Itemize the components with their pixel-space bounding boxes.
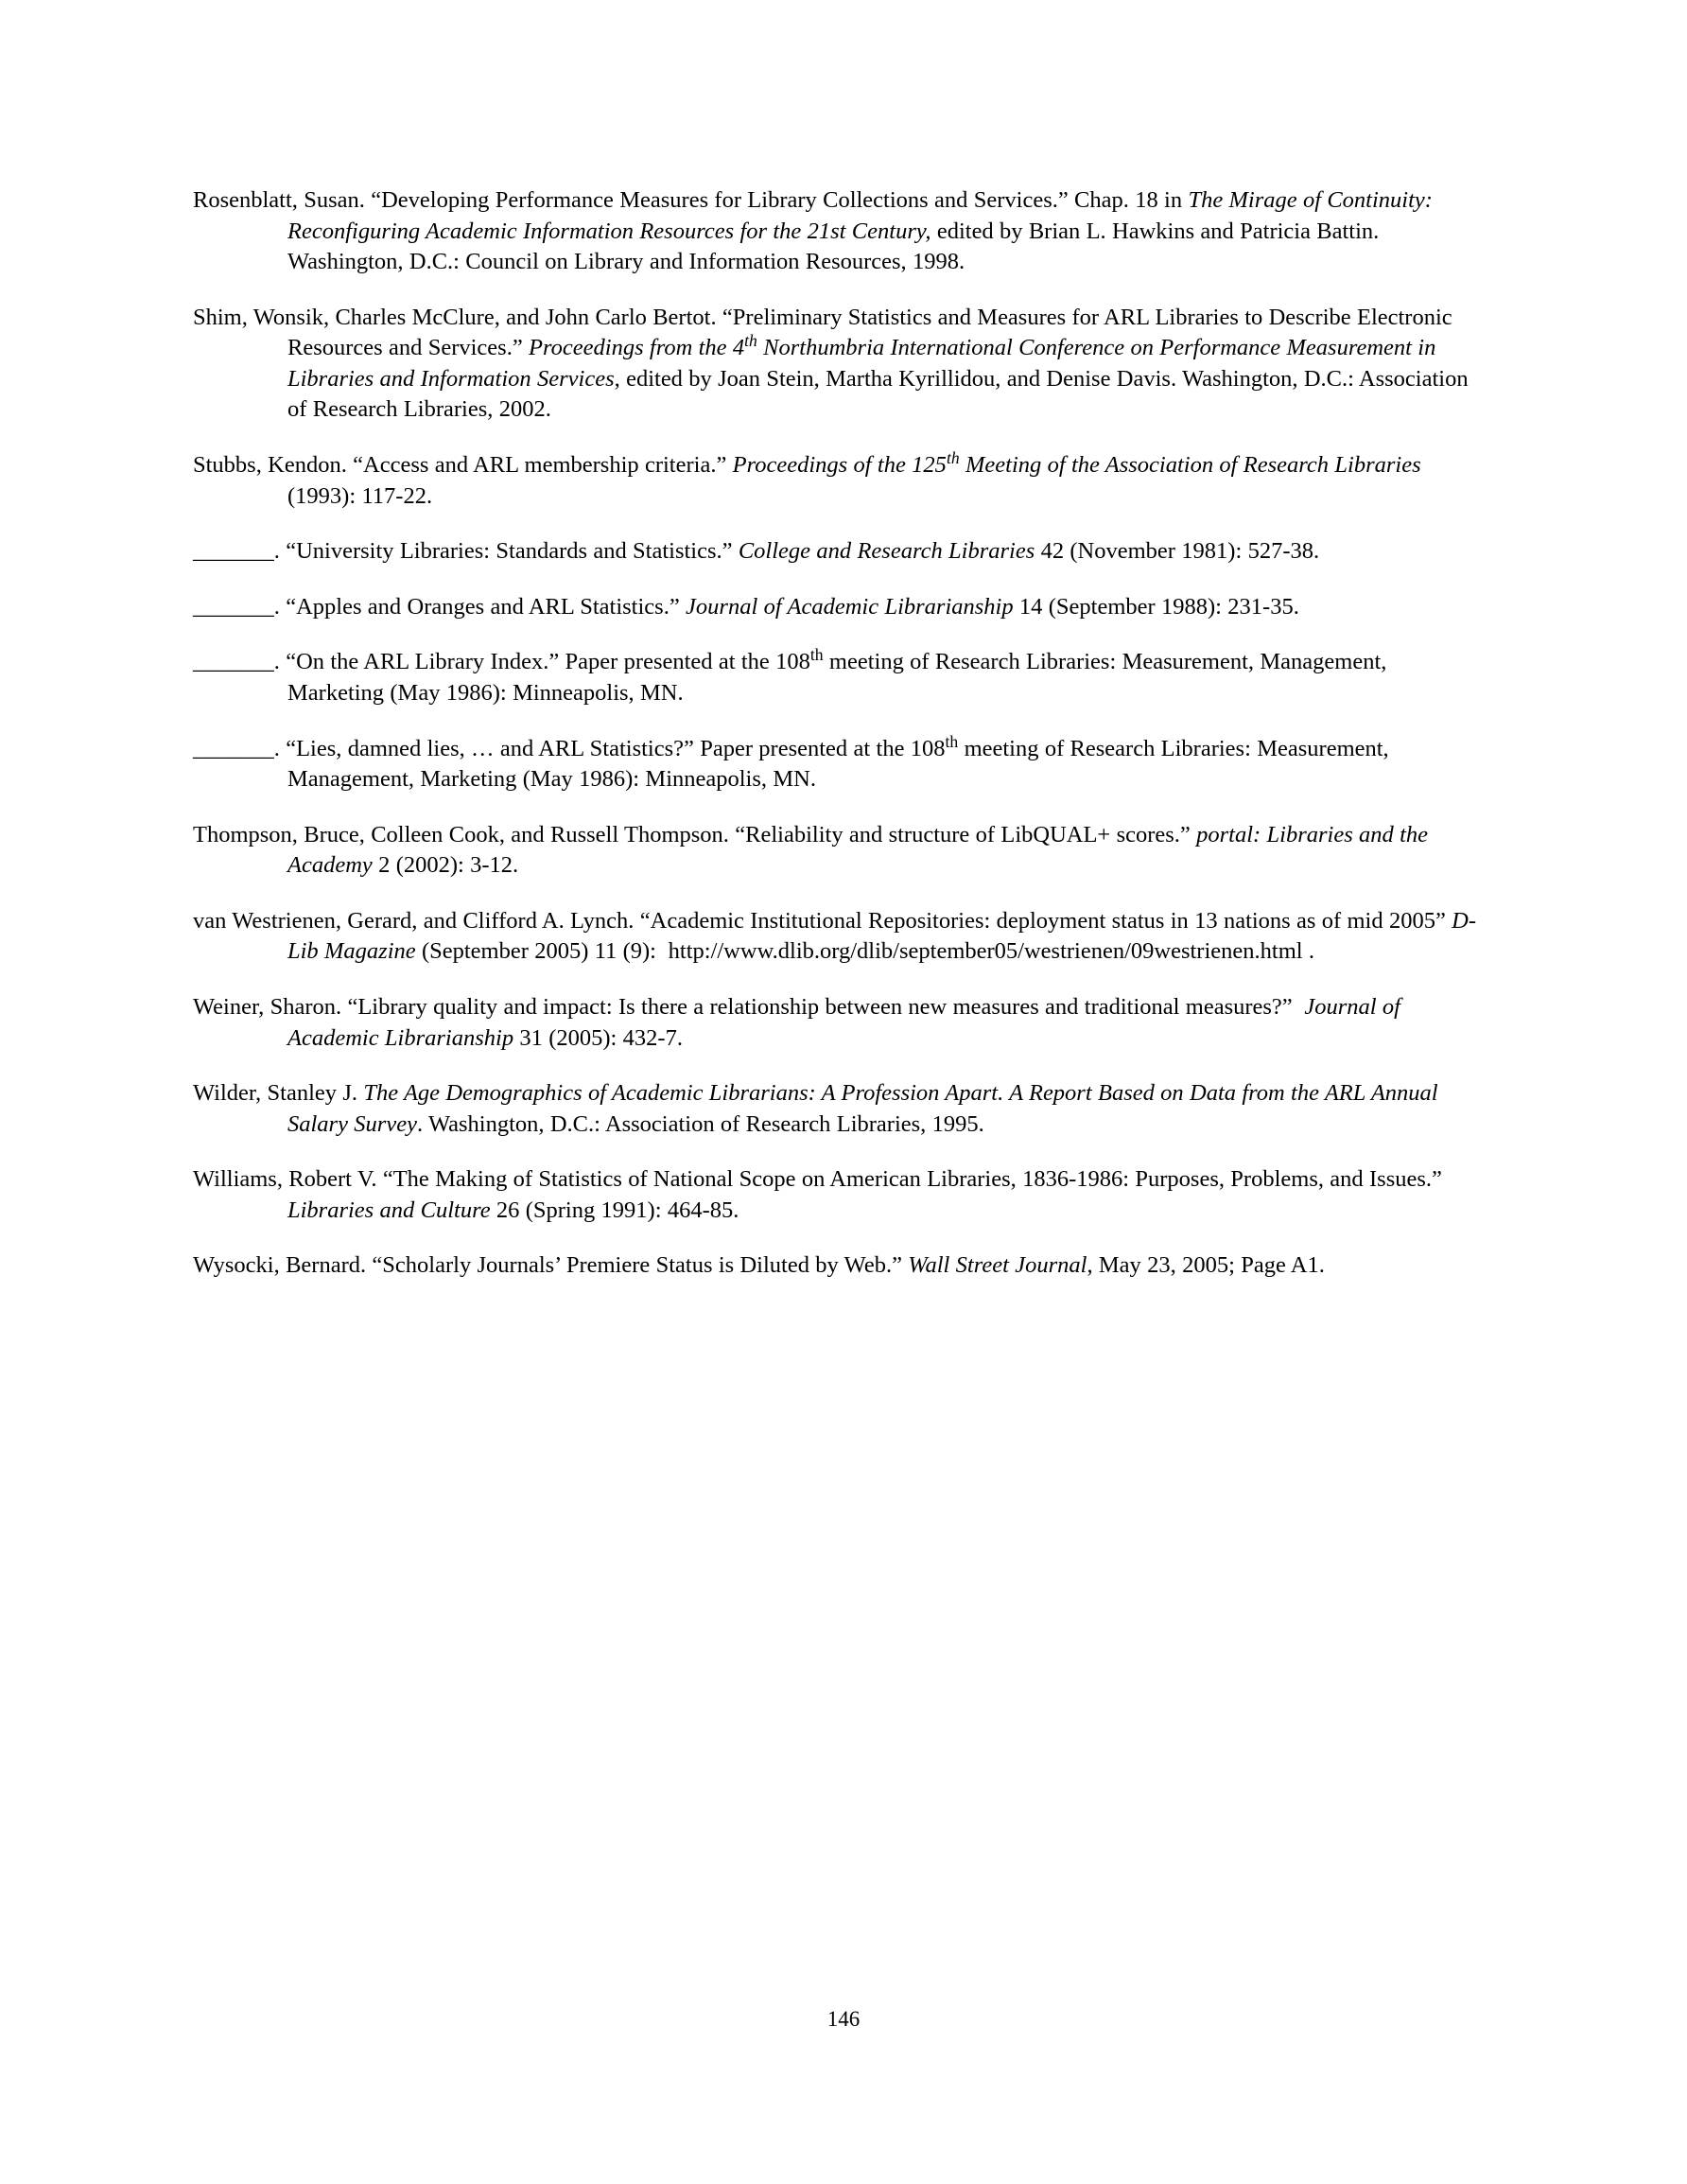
bibliography-entry: Thompson, Bruce, Colleen Cook, and Russell Thompson. “Reliability and structure of LibQUAL+ scores.” portal: Libraries and the Academy 2 (2002): 3-12.	[193, 821, 1429, 879]
bibliography-entry: van Westrienen, Gerard, and Clifford A. Lynch. “Academic Institutional Repositories: deployment status in 13 nations as of mid 2005” D-Lib Magazine (September 2005) 11 (9): http://www.dlib.org/dlib/september05/westrienen/09westrienen.html .	[193, 907, 1477, 965]
bibliography-entry: Rosenblatt, Susan. “Developing Performance Measures for Library Collections and Services.” Chap. 18 in The Mirage of Continuity: Reconfiguring Academic Information Resources for the 21st Century, edited by Brian L. Hawkins and Patricia Battin. Washington, D.C.: Council on Library and Information Resources, 1998.	[193, 187, 1433, 275]
bibliography-entry: Stubbs, Kendon. “Access and ARL membership criteria.” Proceedings of the 125th Meeting of the Association of Research Libraries (1993): 117-22.	[193, 447, 1421, 509]
bibliography-entry: _______. “Lies, damned lies, … and ARL Statistics?” Paper presented at the 108th meeting of Research Libraries: Measurement, Management, Marketing (May 1986): Minneapolis, MN.	[193, 731, 1389, 793]
bibliography-entry: _______. “On the ARL Library Index.” Paper presented at the 108th meeting of Research Libraries: Measurement, Management, Marketing (May 1986): Minneapolis, MN.	[193, 645, 1387, 706]
bibliography-entry: Williams, Robert V. “The Making of Statistics of National Scope on American Libraries, 1836-1986: Purposes, Problems, and Issues.” Libraries and Culture 26 (Spring 1991): 464-85.	[193, 1166, 1442, 1223]
bibliography-entry: Weiner, Sharon. “Library quality and impact: Is there a relationship between new measures and traditional measures?” Journal of Academic Librarianship 31 (2005): 432-7.	[193, 993, 1400, 1051]
bibliography-entry: Wysocki, Bernard. “Scholarly Journals’ Premiere Status is Diluted by Web.” Wall Street Journal, May 23, 2005; Page A1.	[193, 1252, 1325, 1279]
bibliography-entry: _______. “Apples and Oranges and ARL Statistics.” Journal of Academic Librarianship 14 (September 1988): 231-35.	[193, 593, 1299, 620]
page-number: 146	[826, 2007, 861, 2031]
bibliography-entry: Wilder, Stanley J. The Age Demographics of Academic Librarians: A Profession Apart. A Report Based on Data from the ARL Annual Salary Survey. Washington, D.C.: Association of Research Libraries, 1995.	[193, 1080, 1438, 1137]
bibliography-entry: Shim, Wonsik, Charles McClure, and John Carlo Bertot. “Preliminary Statistics and Measures for ARL Libraries to Describe Electronic Resources and Services.” Proceedings from the 4th Northumbria International Conference on Performance Measurement in Libraries and Information Services, edited by Joan Stein, Martha Kyrillidou, and Denise Davis. Washington, D.C.: Association of Research Libraries, 2002.	[193, 304, 1469, 423]
bibliography-list	[193, 185, 1479, 1306]
bibliography-entry: _______. “University Libraries: Standards and Statistics.” College and Research Libraries 42 (November 1981): 527-38.	[193, 538, 1320, 565]
